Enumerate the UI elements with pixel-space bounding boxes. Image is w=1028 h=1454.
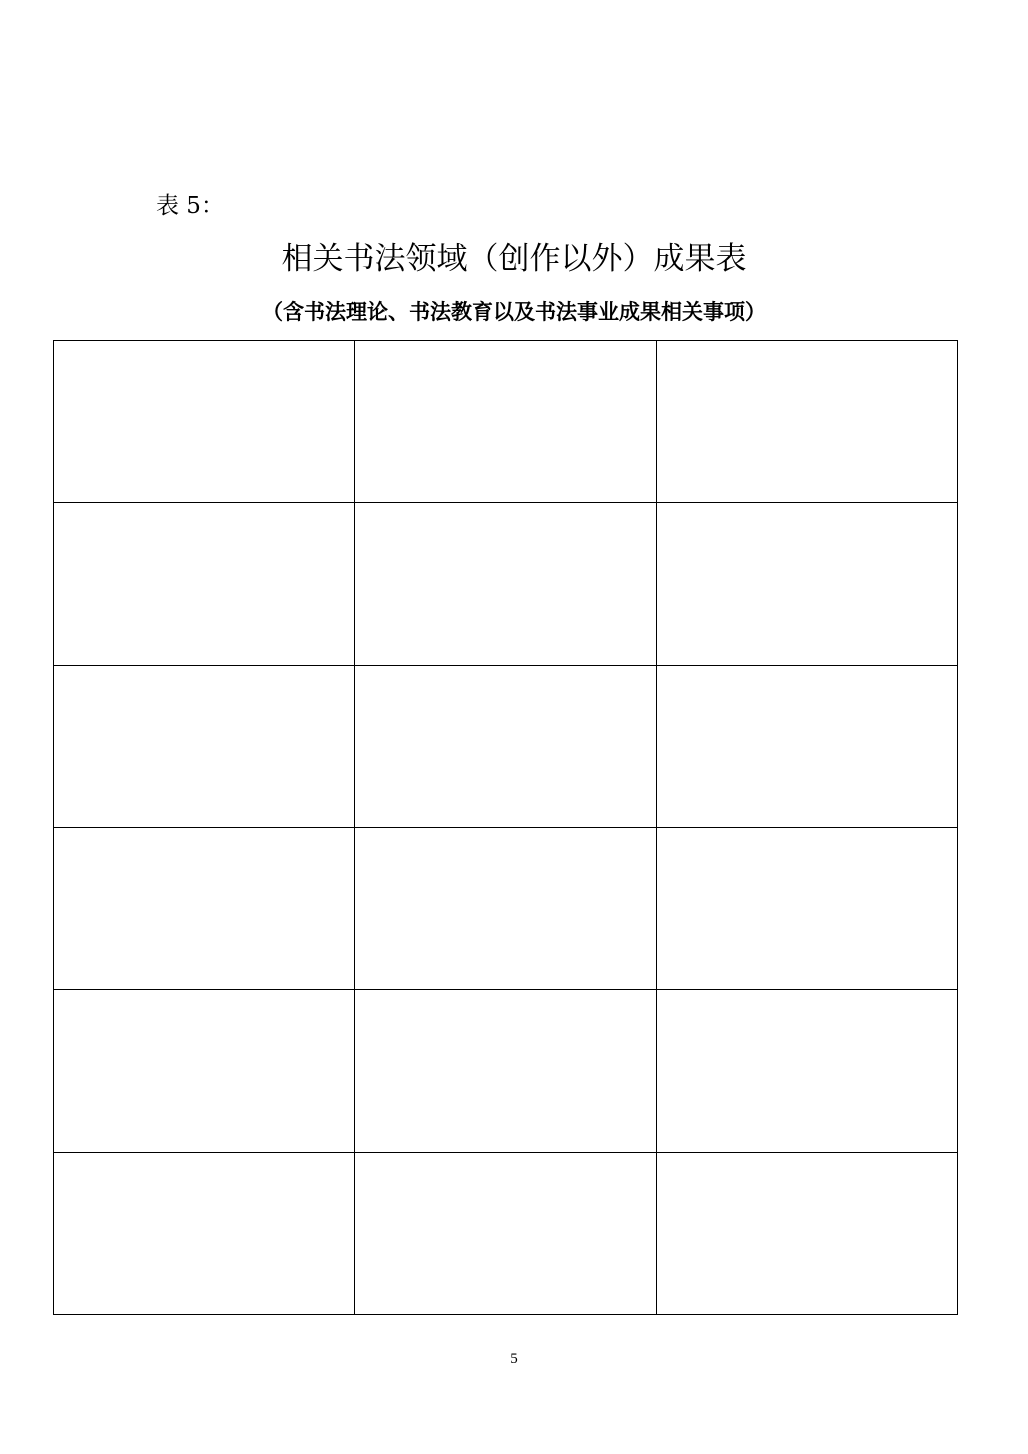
table-cell[interactable]	[656, 1152, 957, 1314]
table-row	[54, 1152, 958, 1314]
page-subtitle: （含书法理论、书法教育以及书法事业成果相关事项）	[262, 299, 766, 324]
table-row	[54, 665, 958, 827]
table-cell[interactable]	[355, 990, 656, 1152]
table-row	[54, 827, 958, 989]
table-cell[interactable]	[54, 503, 355, 665]
table-row	[54, 503, 958, 665]
table-cell[interactable]	[656, 503, 957, 665]
table-cell[interactable]	[54, 665, 355, 827]
table-cell[interactable]	[54, 990, 355, 1152]
table-cell[interactable]	[355, 341, 656, 503]
table-cell[interactable]	[656, 990, 957, 1152]
table-cell[interactable]	[656, 665, 957, 827]
table-row	[54, 341, 958, 503]
table-cell[interactable]	[54, 1152, 355, 1314]
table-cell[interactable]	[355, 827, 656, 989]
results-table	[53, 340, 958, 1315]
table-row	[54, 990, 958, 1152]
table-cell[interactable]	[656, 341, 957, 503]
table-cell[interactable]	[355, 1152, 656, 1314]
table-cell[interactable]	[54, 827, 355, 989]
table-cell[interactable]	[355, 503, 656, 665]
table-cell[interactable]	[355, 665, 656, 827]
table-cell[interactable]	[54, 341, 355, 503]
table-number-label: 表 5：	[156, 193, 224, 219]
page-title: 相关书法领域（创作以外）成果表	[281, 241, 747, 277]
table-cell[interactable]	[656, 827, 957, 989]
page-number: 5	[510, 1351, 518, 1367]
